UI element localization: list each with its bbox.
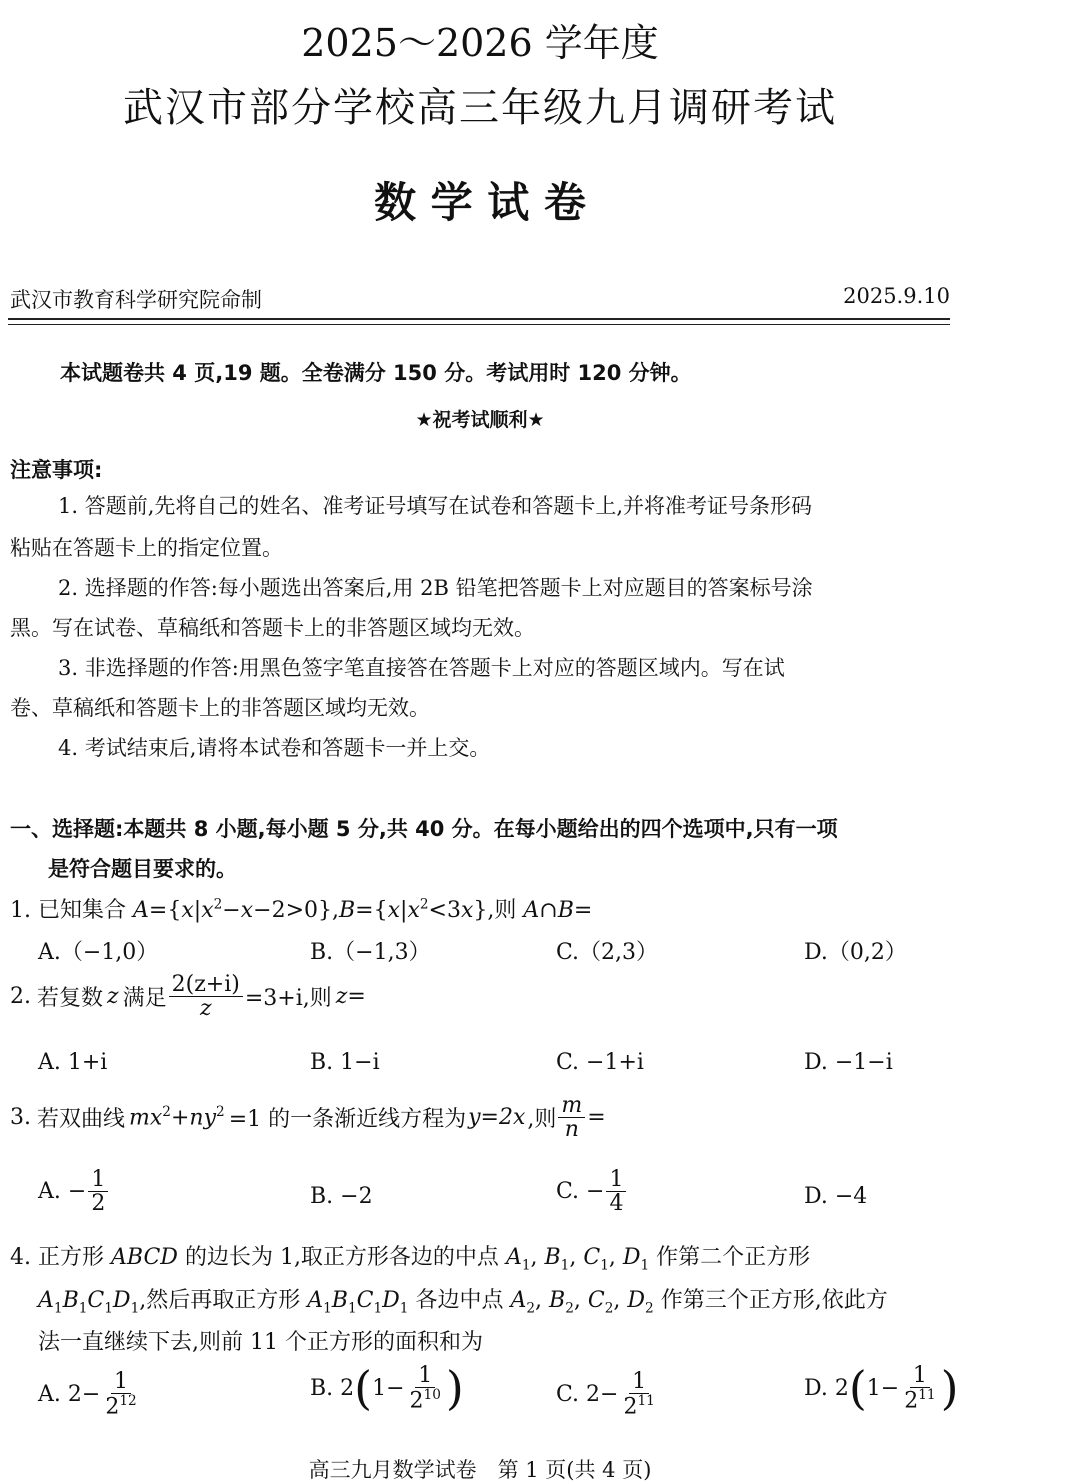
q3-number: 3. <box>10 1105 31 1131</box>
subject-title: 数 学 试 卷 <box>374 178 586 227</box>
q2-number: 2. <box>10 984 31 1010</box>
q3-option-c-label: C. − <box>556 1179 605 1205</box>
q2-rhs: =3+i,则 <box>244 986 332 1012</box>
q1-option-b: B.（−1,3） <box>310 940 431 965</box>
q2-var: z <box>107 984 119 1010</box>
q2-option-d: D. −1−i <box>804 1050 893 1075</box>
note-3-line-2: 卷、草稿纸和答题卡上的非答题区域均无效。 <box>10 696 430 720</box>
q4-option-d-exp: 11 <box>918 1387 936 1404</box>
q3-then: ,则 <box>527 1107 557 1133</box>
q4-option-a-num: 1 <box>111 1370 131 1394</box>
school-year: 2025～2026 学年度 <box>301 21 659 65</box>
q3-option-a-label: A. − <box>38 1179 87 1205</box>
question-1: 1. 已知集合 $A=\{x|x^2-x-2>0\},B=\{x|x^2<3x\}$,则 A∩B= <box>10 896 593 923</box>
q1-option-c: C.（2,3） <box>556 940 659 965</box>
q4-option-c-exp: 11 <box>637 1393 655 1410</box>
q4-option-d-one: 1− <box>866 1375 900 1401</box>
q4-line2-a: ,然后再取正方形 <box>139 1288 301 1313</box>
q4-option-b-label: B. 2 <box>310 1375 355 1401</box>
q4-line2-c: 作第三个正方形,依此方 <box>660 1288 888 1313</box>
note-3-line-1: 3. 非选择题的作答:用黑色签字笔直接答在答题卡上对应的答题区域内。写在试 <box>58 656 785 680</box>
q2-fraction <box>169 973 243 1020</box>
notes-title: 注意事项: <box>10 458 103 482</box>
q4-option-b-exp: 10 <box>423 1387 441 1404</box>
q3-option-a-den: 2 <box>91 1191 106 1217</box>
q2-frac-num: 2(z+i) <box>169 973 243 997</box>
q3-eq-mid: =1 的一条渐近线方程为 <box>228 1107 467 1133</box>
q4-option-c: C. 2− $\frac{1}{2^{11}}$ <box>556 1369 655 1420</box>
q2-frac-den: z <box>199 996 212 1022</box>
q4-option-a: A. 2− $\frac{1}{2^{12}}$ <box>38 1369 137 1420</box>
q4-option-c-label: C. 2− <box>556 1381 619 1407</box>
q4-option-b-one: 1− <box>372 1375 405 1401</box>
q3-option-c-num: 1 <box>606 1168 626 1192</box>
question-2 <box>10 973 366 1020</box>
q4-line1-b: 的边长为 1,取正方形各边的中点 <box>184 1245 499 1270</box>
q3-stem: 若双曲线 <box>37 1107 126 1133</box>
question-4-line-2: $A_1B_1C_1D_1$,然后再取正方形 $A_1B_1C_1D_1$ 各边中点 $A_2$, $B_2$, $C_2$, $D_2$ 作第三个正方形,依此方 <box>38 1288 888 1317</box>
q3-option-a-num: 1 <box>88 1168 108 1192</box>
q4-option-c-num: 1 <box>629 1370 649 1394</box>
exam-summary: 本试题卷共 4 页,19 题。全卷满分 150 分。考试用时 120 分钟。 <box>60 361 692 385</box>
question-3: 3. 若双曲线 $mx^2+ny^2$ =1 的一条渐近线方程为 y=2x ,则 $\frac{m}{n}$ = <box>10 1093 606 1143</box>
q4-line1-a: 正方形 <box>38 1245 105 1270</box>
q4-line1-c: 作第二个正方形 <box>656 1245 811 1270</box>
exam-title: 武汉市部分学校高三年级九月调研考试 <box>123 85 837 131</box>
section-1-heading: 一、选择题:本题共 8 小题,每小题 5 分,共 40 分。在每小题给出的四个选项中,只有一项 <box>10 817 838 841</box>
q2-option-a: A. 1+i <box>38 1050 108 1075</box>
q1-option-d: D.（0,2） <box>804 940 907 965</box>
q4-option-b: B. 2 ( 1− $\frac{1}{2^{10}}$ ) <box>310 1361 464 1416</box>
q1-option-a: A.（−1,0） <box>38 940 159 965</box>
q4-option-a-exp: 12 <box>119 1393 137 1410</box>
q3-option-d: D. −4 <box>804 1184 868 1209</box>
q4-option-a-label: A. 2− <box>38 1381 101 1407</box>
exam-date: 2025.9.10 <box>843 284 950 308</box>
note-2-line-2: 黑。写在试卷、草稿纸和答题卡上的非答题区域均无效。 <box>10 616 535 640</box>
q3-option-b: B. −2 <box>310 1184 373 1209</box>
q3-asymptote: y=2x <box>468 1105 526 1131</box>
q4-number: 4. <box>10 1245 31 1270</box>
q3-option-a <box>38 1168 110 1215</box>
q3-frac-num: m <box>558 1094 585 1118</box>
q2-stem: 若复数 <box>37 986 104 1012</box>
section-1-heading-cont: 是符合题目要求的。 <box>48 857 237 881</box>
header-rule-bottom <box>8 324 950 325</box>
note-4: 4. 考试结束后,请将本试卷和答题卡一并上交。 <box>58 736 491 760</box>
q2-option-b: B. 1−i <box>310 1050 380 1075</box>
note-1-line-2: 粘贴在答题卡上的指定位置。 <box>10 536 283 560</box>
note-2-line-1: 2. 选择题的作答:每小题选出答案后,用 2B 铅笔把答题卡上对应题目的答案标号涂 <box>58 576 813 600</box>
page-footer: 高三九月数学试卷 第 1 页(共 4 页) <box>308 1458 652 1482</box>
q4-abcd: ABCD <box>111 1245 178 1270</box>
q3-option-c <box>556 1168 628 1215</box>
question-4-line-1: 4. 正方形 ABCD 的边长为 1,取正方形各边的中点 $A_1$, $B_1$, $C_1$, $D_1$ 作第二个正方形 <box>10 1245 811 1274</box>
q3-option-c-den: 4 <box>609 1191 624 1217</box>
q2-option-c: C. −1+i <box>556 1050 644 1075</box>
issuer: 武汉市教育科学研究院命制 <box>10 288 262 312</box>
q4-option-d-label: D. 2 <box>804 1375 849 1401</box>
q4-option-d: D. 2 ( 1− $\frac{1}{2^{11}}$ ) <box>804 1361 959 1416</box>
q2-stem2: 满足 <box>122 986 167 1012</box>
good-luck: ★祝考试顺利★ <box>415 409 545 431</box>
q4-option-d-num: 1 <box>910 1364 930 1388</box>
q3-frac-den: n <box>564 1117 579 1143</box>
q4-option-b-num: 1 <box>415 1364 435 1388</box>
q3-fraction <box>558 1094 585 1141</box>
header-rule-top <box>8 318 950 320</box>
question-4-line-3: 法一直继续下去,则前 11 个正方形的面积和为 <box>38 1330 483 1355</box>
note-1-line-1: 1. 答题前,先将自己的姓名、准考证号填写在试卷和答题卡上,并将准考证号条形码 <box>58 494 813 518</box>
q1-number: 1. <box>10 898 31 923</box>
q1-stem: 已知集合 <box>38 898 127 923</box>
q4-line2-b: 各边中点 <box>415 1288 504 1313</box>
q3-eq: = <box>587 1105 606 1131</box>
q2-tail: z= <box>335 984 366 1010</box>
